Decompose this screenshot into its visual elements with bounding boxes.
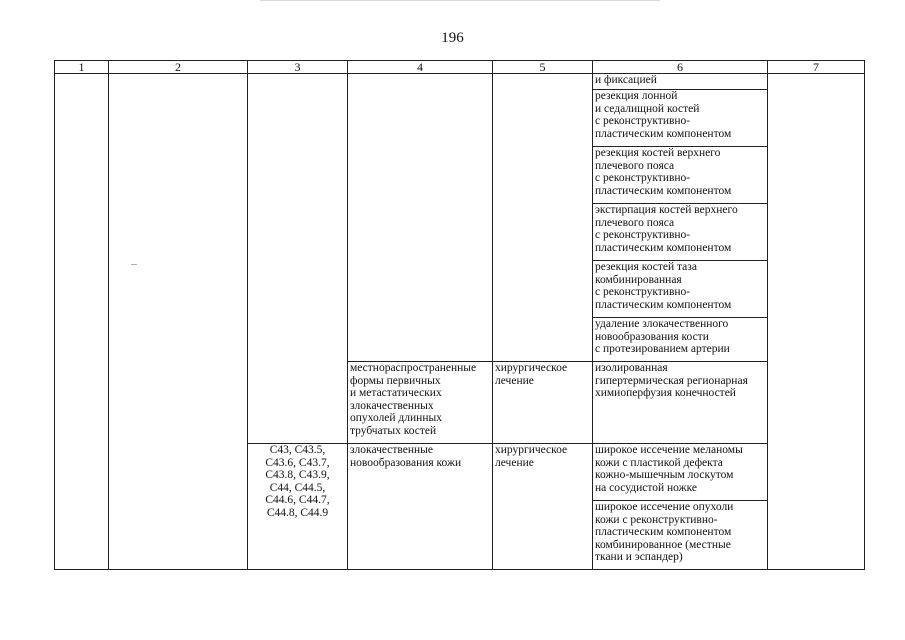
cell-method xyxy=(593,362,768,444)
cell-line: формы первичных xyxy=(350,374,441,387)
cell-line: C44.6, C44.7, xyxy=(265,494,330,507)
cell-line: широкое иссечение меланомы xyxy=(595,444,743,456)
column-number-4: 4 xyxy=(348,61,493,74)
cell-method xyxy=(593,501,768,570)
cell-method xyxy=(593,261,768,318)
cell-line: новообразования кости xyxy=(595,330,709,343)
cell-line: C43.8, C43.9, xyxy=(265,469,330,482)
cell-col1-empty xyxy=(55,74,109,570)
table-row xyxy=(55,74,865,90)
page-number: 196 xyxy=(441,30,464,46)
cell-line: злокачественных xyxy=(350,399,434,412)
cell-method xyxy=(593,444,768,501)
cell-method xyxy=(593,147,768,204)
cell-icd-codes xyxy=(248,444,348,570)
column-number-2: 2 xyxy=(109,61,248,74)
cell-line: плечевого пояса xyxy=(595,159,675,172)
cell-line: злокачественные xyxy=(350,444,433,456)
cell-col5-empty xyxy=(493,74,593,362)
cell-line: новообразования кожи xyxy=(350,456,462,469)
top-scan-rule xyxy=(260,0,660,1)
cell-line: резекция лонной xyxy=(595,90,678,102)
cell-line: C44.8, C44.9 xyxy=(266,506,329,519)
cell-line: химиоперфузия конечностей xyxy=(595,387,736,400)
cell-line: комбинированная xyxy=(595,273,682,286)
cell-line: местнораспространенные xyxy=(350,362,477,374)
cell-line: хирургическое xyxy=(495,362,568,374)
cell-line: лечение xyxy=(495,456,534,469)
cell-line: и седалищной костей xyxy=(595,102,700,115)
cell-line: C43.6, C43.7, xyxy=(265,456,330,469)
cell-line: C44, C44.5, xyxy=(269,481,326,494)
cell-method xyxy=(593,90,768,147)
cell-line: ткани и эспандер) xyxy=(595,551,683,564)
cell-line: пластическим компонентом xyxy=(595,184,732,197)
cell-line: с реконструктивно- xyxy=(595,229,691,242)
column-number-3: 3 xyxy=(248,61,348,74)
column-number-row xyxy=(55,61,865,74)
cell-line: удаление злокачественного xyxy=(595,318,729,330)
cell-line: кожно-мышечным лоскутом xyxy=(595,469,734,482)
cell-method xyxy=(593,74,768,90)
cell-method xyxy=(593,318,768,362)
column-number-7: 7 xyxy=(768,61,865,74)
cell-col4-empty xyxy=(348,74,493,362)
cell-line: с реконструктивно- xyxy=(595,115,691,128)
cell-line: пластическим компонентом xyxy=(595,298,732,311)
cell-line: и метастатических xyxy=(350,387,442,400)
cell-col2-empty xyxy=(109,74,248,570)
cell-line: резекция костей верхнего xyxy=(595,147,721,159)
cell-line: опухолей длинных xyxy=(350,412,442,425)
cell-line: на сосудистой ножке xyxy=(595,481,697,494)
cell-line: лечение xyxy=(495,374,534,387)
cell-line: широкое иссечение опухоли xyxy=(595,501,734,513)
cell-method xyxy=(593,204,768,261)
cell-line: и фиксацией xyxy=(595,74,657,86)
cell-line: гипертермическая регионарная xyxy=(595,374,748,387)
document-table xyxy=(54,60,865,570)
column-number-5: 5 xyxy=(493,61,593,74)
cell-line: с реконструктивно- xyxy=(595,286,691,299)
cell-treatment-type xyxy=(493,444,593,570)
cell-line: трубчатых костей xyxy=(350,424,437,437)
cell-line: плечевого пояса xyxy=(595,216,675,229)
column-number-1: 1 xyxy=(55,61,109,74)
cell-line: кожи с пластикой дефекта xyxy=(595,456,723,469)
cell-line: C43, C43.5, xyxy=(269,444,326,456)
cell-line: пластическим компонентом xyxy=(595,127,732,140)
cell-treatment-type xyxy=(493,362,593,444)
cell-line: резекция костей таза xyxy=(595,261,697,273)
cell-diagnosis xyxy=(348,444,493,570)
cell-line: пластическим компонентом xyxy=(595,241,732,254)
cell-col3-empty xyxy=(248,74,348,444)
cell-line: с реконструктивно- xyxy=(595,172,691,185)
cell-line: экстирпация костей верхнего xyxy=(595,204,738,216)
cell-diagnosis xyxy=(348,362,493,444)
column-number-6: 6 xyxy=(593,61,768,74)
cell-line: хирургическое xyxy=(495,444,568,456)
cell-line: изолированная xyxy=(595,362,668,374)
cell-col7-empty xyxy=(768,74,865,570)
cell-line: с протезированием артерии xyxy=(595,343,730,356)
cell-line: комбинированное (местные xyxy=(595,538,731,551)
cell-line: пластическим компонентом xyxy=(595,526,732,539)
cell-line: кожи с реконструктивно- xyxy=(595,513,718,526)
